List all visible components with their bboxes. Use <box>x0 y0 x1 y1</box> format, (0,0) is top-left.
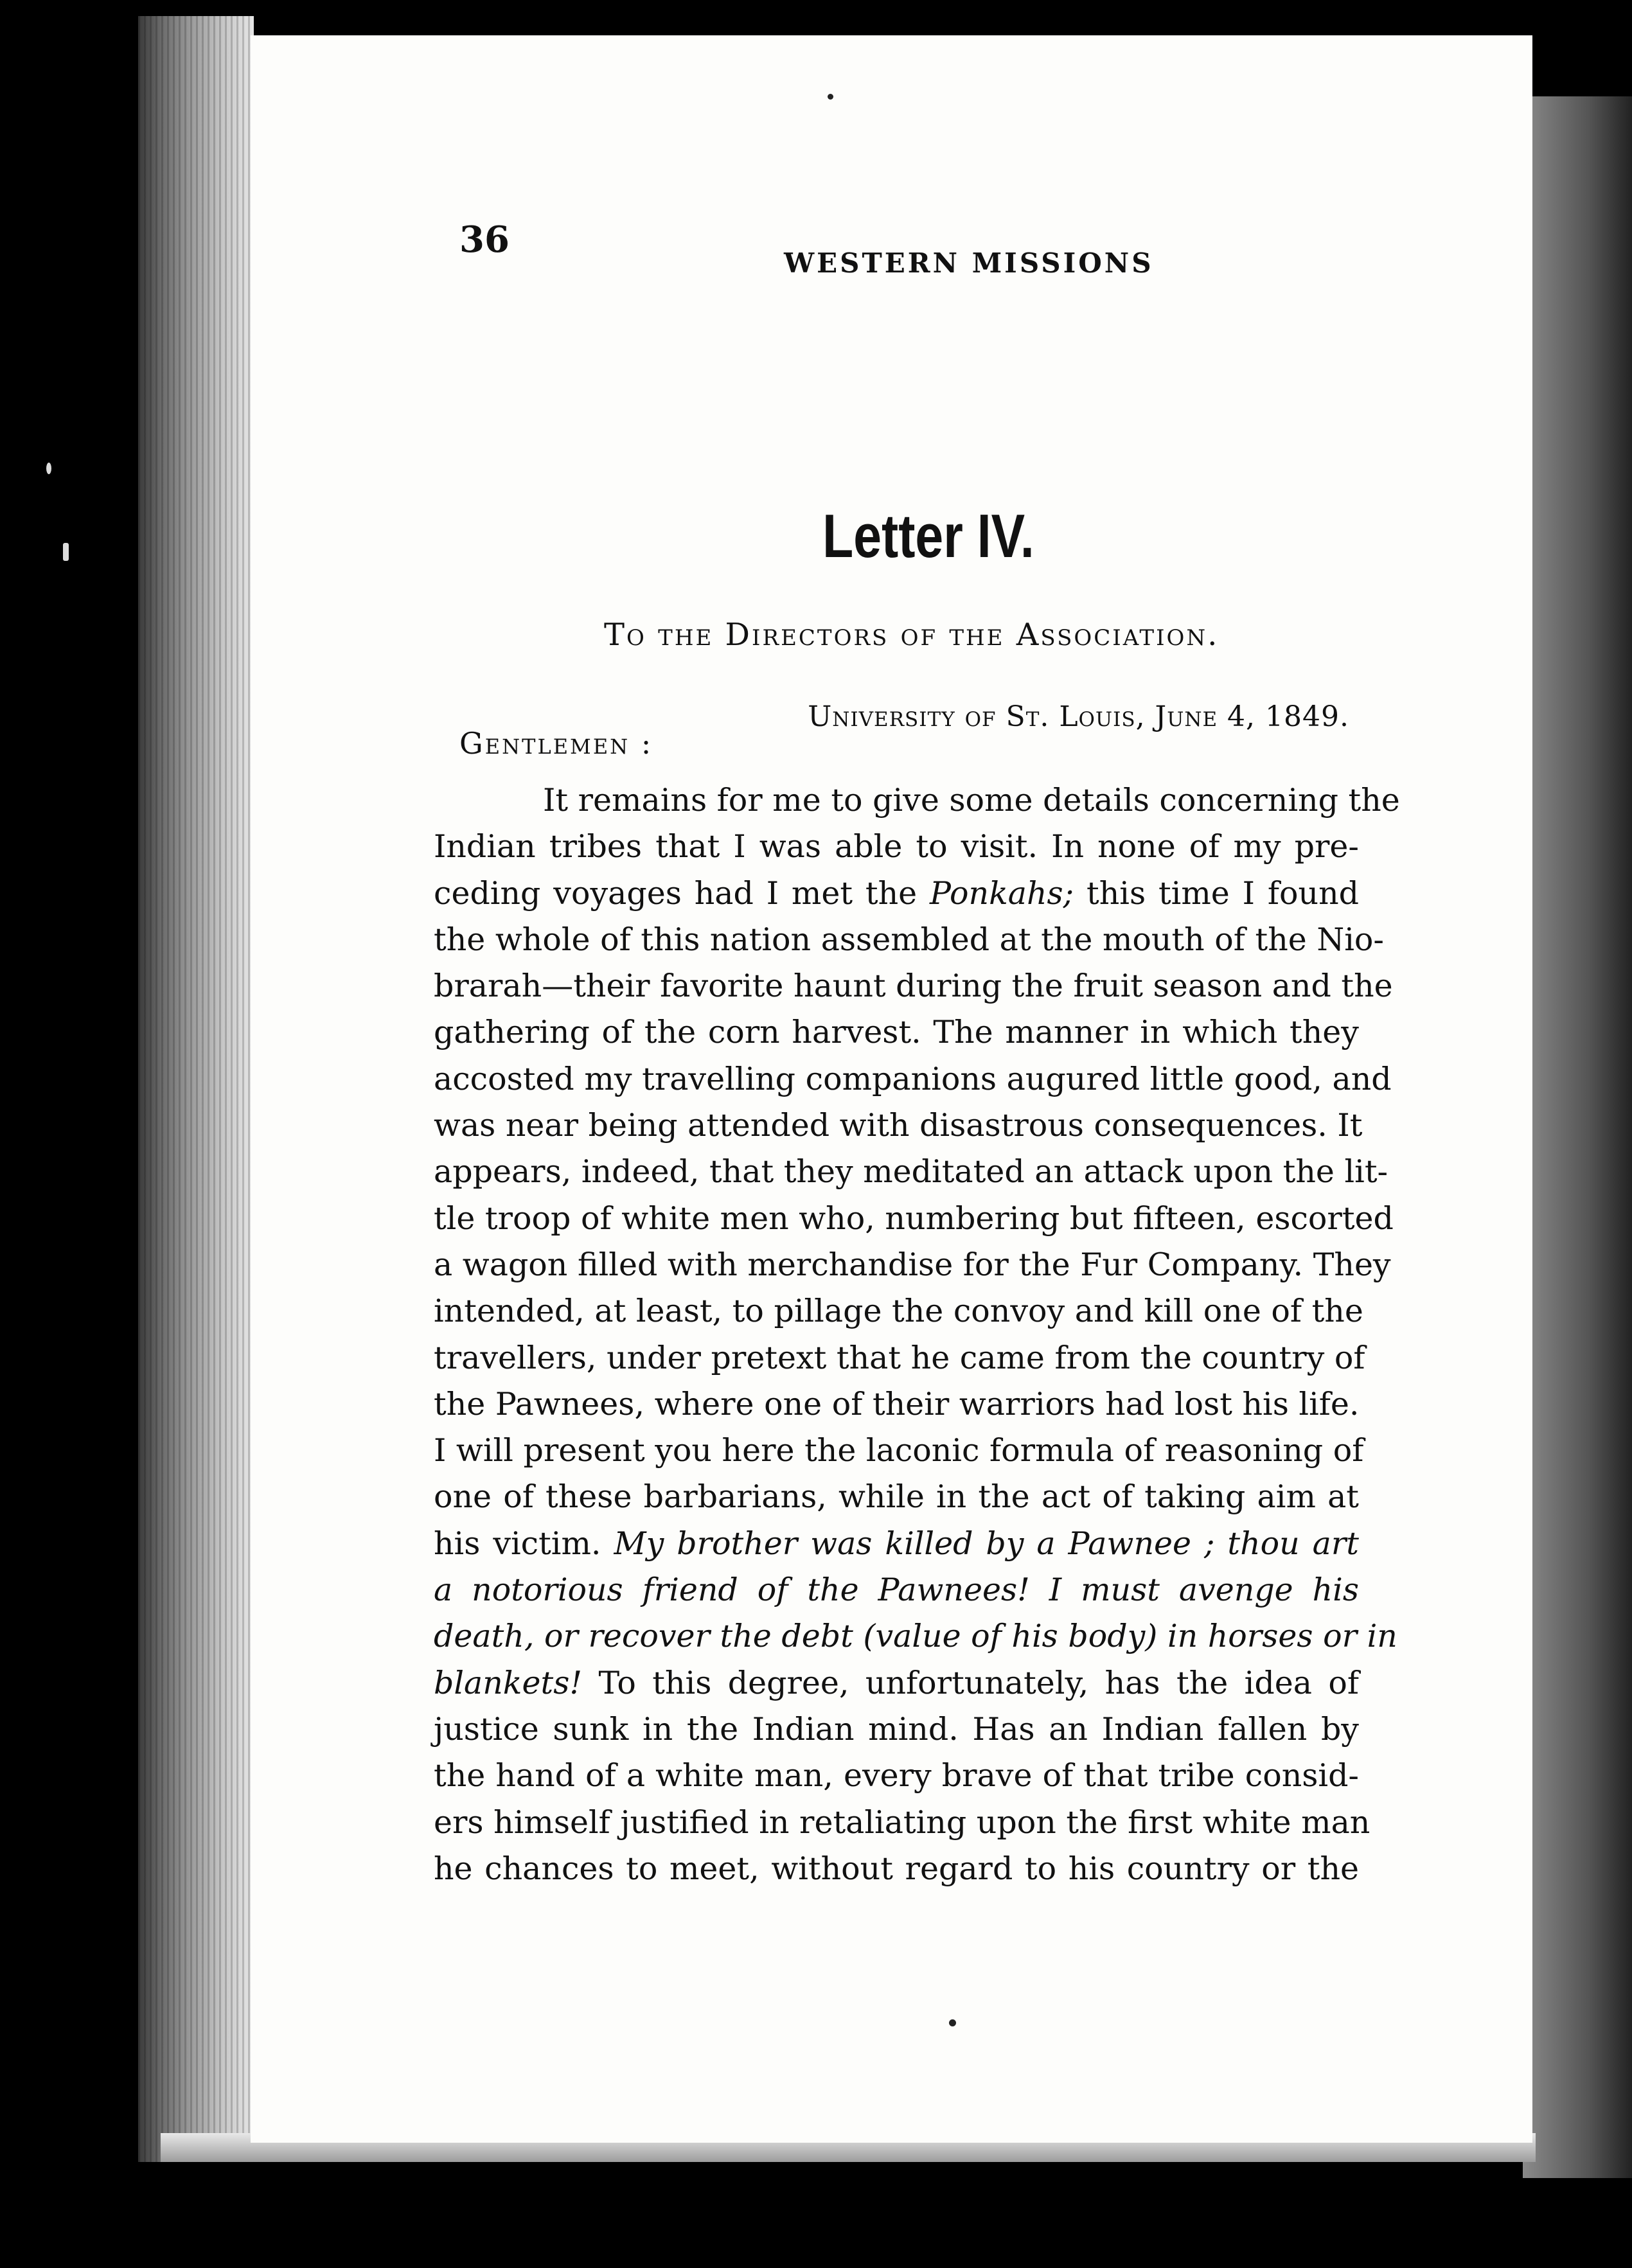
scan-speck <box>46 463 51 474</box>
scan-speck <box>63 543 69 561</box>
text-span: Indian tribes that I was able to visit. In none of my pre- <box>434 828 1359 865</box>
italic-span: My brother was killed by a Pawnee ; thou art <box>614 1525 1359 1562</box>
text-line <box>434 963 1393 1009</box>
text-line <box>434 917 1384 963</box>
text-span: was near being attended with disastrous consequences. It <box>434 1107 1363 1144</box>
text-span: To this degree, unfortunately, has the idea of <box>582 1664 1359 1701</box>
italic-span: a notorious friend of the Pawnees! I must avenge his <box>434 1572 1359 1609</box>
text-span: ers himself justified in retaliating upon the first white man <box>434 1803 1370 1841</box>
page-edge <box>138 16 254 2162</box>
text-line <box>434 777 1400 824</box>
text-span: accosted my travelling companions augured little good, and <box>434 1060 1392 1097</box>
text-span: this time I found <box>1074 874 1359 912</box>
text-line <box>434 1753 1359 1799</box>
text-span: justice sunk in the Indian mind. Has an Indian fallen by <box>434 1710 1359 1748</box>
text-line <box>434 1196 1394 1242</box>
text-span: I will present you here the laconic formula of reasoning of <box>434 1432 1364 1469</box>
text-span: a wagon filled with merchandise for the Fur Company. They <box>434 1246 1391 1283</box>
book-page <box>251 35 1532 2143</box>
text-span: the whole of this nation assembled at the mouth of the Nio- <box>434 921 1384 958</box>
dateline: University of St. Louis, June 4, 1849. <box>808 700 1349 733</box>
italic-span: death, or recover the debt ( <box>434 1618 876 1655</box>
page-number: 36 <box>459 218 510 261</box>
scan-speck <box>949 2019 956 2026</box>
italic-span: blankets! <box>434 1664 583 1701</box>
text-line <box>434 871 1359 917</box>
text-span: the hand of a white man, every brave of that tribe consid- <box>434 1757 1359 1794</box>
text-line <box>434 1009 1359 1056</box>
salutation: Gentlemen : <box>459 726 653 761</box>
text-line <box>434 1521 1359 1567</box>
text-line <box>434 1381 1359 1428</box>
text-line <box>434 1428 1364 1474</box>
text-line <box>434 1660 1359 1706</box>
text-span: brarah—their favorite haunt during the fruit season and the <box>434 968 1393 1005</box>
text-line <box>434 1103 1363 1149</box>
text-span: the Pawnees, where one of their warriors had lost his life. <box>434 1385 1360 1422</box>
text-line <box>434 1613 1397 1660</box>
addressee: To the Directors of the Association. <box>604 617 1220 653</box>
italic-span: value of his body <box>875 1618 1146 1655</box>
text-span: his victim. <box>434 1525 614 1562</box>
text-span: tle troop of white men who, numbering but fifteen, escorted <box>434 1200 1394 1237</box>
text-line <box>434 1149 1388 1195</box>
text-span: gathering of the corn harvest. The manner in which they <box>434 1014 1359 1051</box>
letter-title: Letter IV. <box>822 502 1034 571</box>
text-line <box>434 1800 1370 1846</box>
text-span: It remains for me to give some details concerning the <box>543 782 1400 819</box>
running-title: WESTERN MISSIONS <box>784 247 1154 279</box>
italic-span: ) in horses or in <box>1145 1618 1397 1655</box>
scan-speck <box>828 94 833 100</box>
text-line <box>434 1288 1363 1334</box>
text-line <box>434 1242 1391 1288</box>
text-line <box>434 824 1359 870</box>
letter-body <box>434 777 1400 1892</box>
text-span: one of these barbarians, while in the act of taking aim at <box>434 1478 1359 1516</box>
text-span: he chances to meet, without regard to his country or the <box>434 1850 1359 1887</box>
text-line <box>434 1474 1359 1520</box>
text-line <box>434 1706 1359 1753</box>
text-span: ceding voyages had I met the <box>434 874 930 912</box>
text-line <box>434 1056 1392 1103</box>
facing-page-shadow <box>1523 96 1632 2178</box>
text-line <box>434 1567 1359 1613</box>
text-span: intended, at least, to pillage the convoy and kill one of the <box>434 1293 1363 1330</box>
text-span: appears, indeed, that they meditated an attack upon the lit- <box>434 1153 1388 1191</box>
text-line <box>434 1335 1365 1381</box>
text-span: travellers, under pretext that he came from the country of <box>434 1339 1365 1376</box>
italic-span: Ponkahs; <box>930 874 1074 912</box>
text-line <box>434 1846 1359 1892</box>
